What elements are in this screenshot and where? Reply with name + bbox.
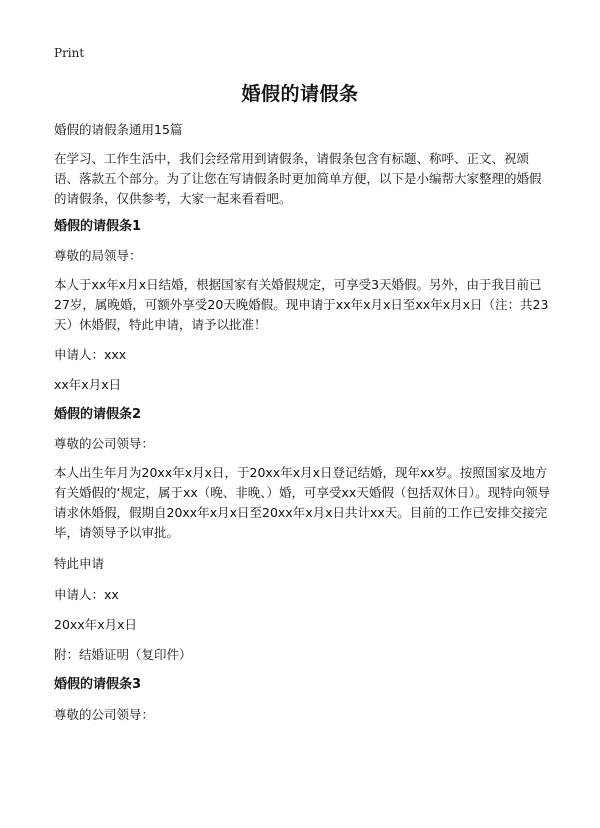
- section-1-applicant: [54, 345, 552, 365]
- section-heading-text: 婚假的请假条3: [54, 677, 142, 692]
- page-title: 婚假的请假条: [241, 83, 359, 105]
- section-2-salutation: [54, 434, 552, 454]
- section-1-salutation: [54, 246, 552, 266]
- body-text: 本人出生年月为20xx年x月x日，于20xx年x月x日登记结婚，现年xx岁。按照国家及地方有关婚假的‘规定，属于xx（晚、非晚、）婚，可享受xx天婚假（包括双休日）。现特向领导请求休婚假，假期自20xx年x月x日至20xx年x月x日共计xx天。目前的工作已安排交接完毕，请领导予以审批。: [54, 465, 551, 540]
- section-3-heading: [54, 675, 552, 695]
- section-heading-text: 婚假的请假条2: [54, 407, 142, 422]
- section-2-heading: [54, 405, 552, 425]
- closing-text: 特此申请: [54, 556, 105, 571]
- section-3-salutation: [54, 705, 552, 725]
- intro-text: 在学习、工作生活中，我们会经常用到请假条，请假条包含有标题、称呼、正文、祝颂语、落款五个部分。为了让您在写请假条时更加简单方便，以下是小编帮大家整理的婚假的请假条，仅供参考，大家一起来看看吧。: [54, 151, 542, 206]
- applicant-text: 申请人：xxx: [54, 347, 127, 362]
- section-heading-text: 婚假的请假条1: [54, 219, 142, 234]
- date-text: 20xx年x月x日: [54, 617, 137, 632]
- body-text: 本人于xx年x月x日结婚，根据国家有关婚假规定，可享受3天婚假。另外，由于我目前已27岁，属晚婚，可额外享受20天晚婚假。现申请于xx年x月x日至xx年x月x日（注：共23天）休婚假，特此申请，请予以批准！: [54, 277, 549, 332]
- section-2-closing: [54, 554, 552, 574]
- salutation-text: 尊敬的公司领导：: [54, 707, 155, 722]
- section-2-attachment: [54, 645, 552, 665]
- section-1-date: [54, 375, 552, 395]
- salutation-text: 尊敬的局领导：: [54, 248, 142, 263]
- subtitle-text: 婚假的请假条通用15篇: [54, 122, 183, 137]
- section-2-body: [54, 463, 552, 543]
- print-link[interactable]: Print: [54, 46, 85, 60]
- subtitle: [54, 120, 552, 140]
- section-2-date: [54, 615, 552, 635]
- section-1-heading: [54, 217, 552, 237]
- intro-paragraph: [54, 149, 552, 209]
- date-text: xx年x月x日: [54, 377, 122, 392]
- salutation-text: 尊敬的公司领导：: [54, 436, 155, 451]
- section-2-applicant: [54, 585, 552, 605]
- section-1-body: [54, 275, 552, 335]
- applicant-text: 申请人：xx: [54, 587, 119, 602]
- attachment-text: 附：结婚证明（复印件）: [54, 647, 192, 662]
